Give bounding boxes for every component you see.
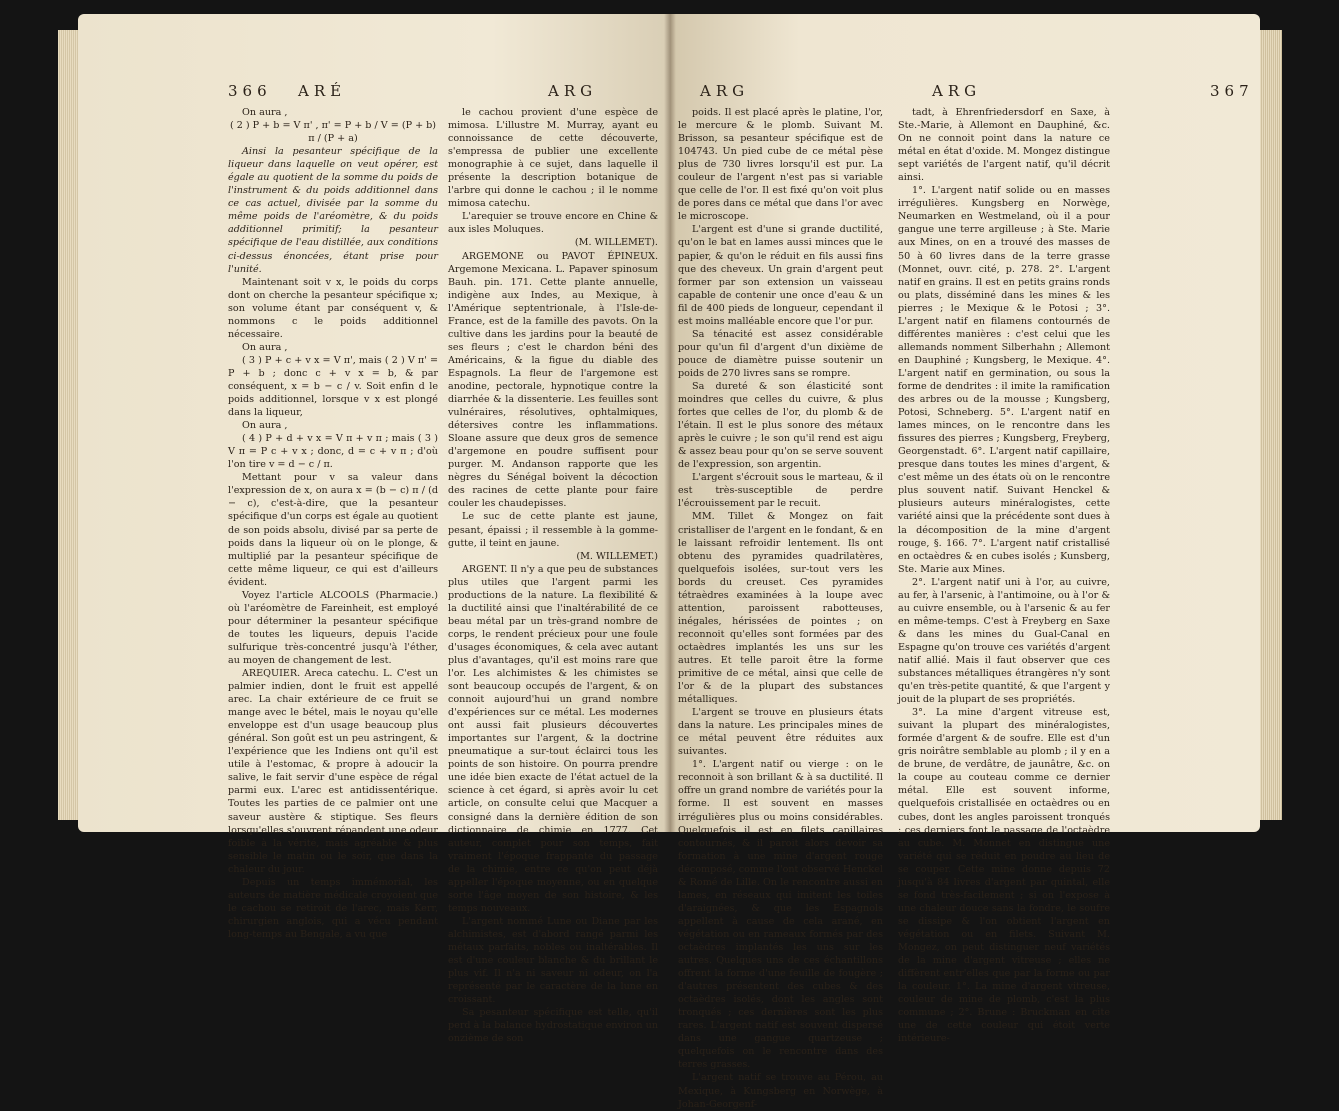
paragraph: Le suc de cette plante est jaune, pesant, épaissi ; il ressemble à la gomme-gutte, il teint en jaune. xyxy=(448,511,658,549)
author-signature: (M. WILLEMET.) xyxy=(576,550,658,562)
running-head-left-2: ARG xyxy=(548,82,598,100)
paragraph: L'argent s'écrouit sous le marteau, & il est très-susceptible de perdre l'écrouissement par le recuit. xyxy=(678,472,883,510)
entry-arequier: AREQUIER. Areca catechu. L. C'est un palmier indien, dont le fruit est appellé arec. La chair extérieure de ce fruit se mange avec le bétel, mais le noyau qu'elle enveloppe est d'un usage beaucoup plus général. Son goût est un peu astringent, & l'expérience que les Indiens ont qu'il est utile à l'estomac, & propre à adoucir la salive, le fait servir d'une espèce de régal parmi eux. L'arec est antidissentérique. Toutes les parties de ce palmier ont une saveur austère & stiptique. Ses fleurs lorsqu'elles s'ouvrent répandent une odeur foible à la vérité, mais agréable & plus sensible le matin ou le soir, que dans la chaleur du jour. xyxy=(228,668,438,875)
paragraph: Ainsi la pesanteur spécifique de la liqueur dans laquelle on veut opérer, est égale au quotient de la somme du poids de l'instrument & du poids additionnel dans ce cas actuel, divisée par la somme du même poids de l'aréomètre, & du poids additionnel primitif; la pesanteur spécifique de l'eau distillée, aux conditions ci-dessus énoncées, étant prise pour l'unité. xyxy=(228,146,438,275)
entry-argent: ARGENT. Il n'y a que peu de substances plus utiles que l'argent parmi les productions de la nature. La flexibilité & la ductilité ainsi que l'inaltérabilité de ce beau métal par un très-grand nombre de corps, le rendent précieux pour une foule d'usages économiques, & cela avec autant plus d'avantages, qu'il est moins rare que l'or. Les alchimistes & les chimistes se sont beaucoup occupés de l'argent, & on connoit aujourd'hui un grand nombre d'expériences sur ce métal. Les modernes ont aussi fait plusieurs découvertes importantes sur l'argent, & la doctrine pneumatique a sur-tout éclairci tous les points de son histoire. On pourra prendre une idée bien exacte de l'état actuel de la science à cet égard, si après avoir lu cet article, on consulte celui que Macquer a consigné dans la dernière édition de son dictionnaire de chimie en 1777. Cet auteur, complet pour son temps, fait vraiment l'époque frappante du passage de la chimie, entre ce qu'on peut déjà appeller l'époque moyenne, ou en quelque sorte l'âge moyen de son histoire, & les temps nouveaux. xyxy=(448,563,658,914)
paragraph: 1°. L'argent natif solide ou en masses irrégulières. Kungsberg en Norwège, Neumarken en Westmeland, où il a pour gangue une terre argilleuse ; à Ste. Marie aux Mines, on en a trouvé des masses de 50 à 60 livres dans de la terre grasse (Monnet, ouvr. cité, p. 278. 2°. L'argent natif en grains. Il est en petits grains ronds ou plats, disséminé dans les mines & les pierres ; le Mexique & le Potosi ; 3°. L'argent natif en filamens contournés de différentes manières : c'est celui que les allemands nomment Silberhahn ; Allemont en Dauphiné ; Kungsberg, le Mexique. 4°. L'argent natif en germination, ou sous la forme de dendrites : il imite la ramification des arbres ou de la mousse ; Kungsberg, Potosi, Schneberg. 5°. L'argent natif en lames minces, on le rencontre dans les fissures des pierres ; Kungsberg, Freyberg, Georgenstadt. 6°. L'argent natif capillaire, presque dans toutes les mines d'argent, & c'est même un des états où on le rencontre plus souvent natif. Suivant Henckel & plusieurs auteurs minéralogistes, cette variété ainsi que la précédente sont dues à la décomposition de la mine d'argent rouge, §. 166. 7°. L'argent natif cristallisé en octaèdres & en cubes isolés ; Kunsberg, Ste. Marie aux Mines. xyxy=(898,185,1110,575)
formula: ( 4 ) P + d + v x = V π + v π ; mais ( 3 ) V π = P c + v x ; donc, d = c + v π ; d'où l'on tire v = d − c / π. xyxy=(228,433,438,471)
running-head-right-2: ARG xyxy=(932,82,982,100)
paragraph: poids. Il est placé après le platine, l'or, le mercure & le plomb. Suivant M. Brisson, sa pesanteur spécifique est de 104743. Un pied cube de ce métal pèse plus de 730 livres lorsqu'il est pur. La couleur de l'argent n'est pas si variable que celle de l'or. Il est fixé qu'on voit plus de pores dans ce métal que dans l'or avec le microscope. xyxy=(678,107,883,223)
paragraph: Mettant pour v sa valeur dans l'expression de x, on aura x = (b − c) π / (d − c), c'est-à-dire, que la pesanteur spécifique d'un corps est égale au quotient de son poids absolu, divisé par sa perte de poids dans la liqueur où on le plonge, & multiplié par la pesanteur spécifique de cette même liqueur, ce qui est d'ailleurs évident. xyxy=(228,472,438,588)
formula: ( 2 ) P + b = V π' , π' = P + b / V = (P + b) π / (P + a) xyxy=(229,120,437,145)
page-number-right: 367 xyxy=(1210,82,1254,100)
author-signature: (M. WILLEMET). xyxy=(574,237,658,249)
paragraph: On aura , xyxy=(242,420,288,432)
left-column-2 xyxy=(448,106,658,1045)
paragraph: 1°. L'argent natif ou vierge : on le reconnoit à son brillant & à sa ductilité. Il offre un grand nombre de variétés pour la forme. Il est souvent en masses irrégulières plus ou moins considérables. Quelquefois il est en filets capillaires contournés, & il paroit alors devoir sa formation à une mine d'argent rouge décomposé, comme l'ont observé Henckel & Romé de Lille. On le rencontre aussi en lames, en réseaux qui imitent les toiles d'araignées, & que les Espagnols appellent à cause de cela arané, en végétation ou en rameaux formés par des octaèdres implantés les uns sur les autres. Quelques uns de ces échantillons offrent la forme d'une feuille de fougère ; d'autres présentent des cubes & des octaèdres isolés, dont les angles sont tronqués ; ces dernières sont les plus rares. L'argent natif est souvent dispersé dans une gangue quartzeuse ; quelquefois on le rencontre dans des terres grasses. xyxy=(678,759,884,1071)
page-edges-left xyxy=(58,30,80,820)
formula: ( 3 ) P + c + v x = V π', mais ( 2 ) V π' = P + b ; donc c + v x = b, & par conséquent, x = b − c / v. Soit enfin d le poids additionnel, lorsque v x est plongé dans la liqueur, xyxy=(228,354,438,419)
page-number-left: 366 xyxy=(228,82,272,100)
paragraph: Maintenant soit v x, le poids du corps dont on cherche la pesanteur spécifique x; son volume étant par conséquent v, & nommons c le poids additionnel nécessaire. xyxy=(228,276,438,340)
paragraph: 2°. L'argent natif uni à l'or, au cuivre, au fer, à l'arsenic, à l'antimoine, ou à l'or & au cuivre ensemble, ou à l'arsenic & au fer en même-temps. C'est à Freyberg en Saxe & dans les mines du Gual-Canal en Espagne qu'on trouve ces variétés d'argent natif allié. Mais il faut observer que ces substances métalliques étrangères n'y sont qu'en très-petite quantité, & que l'argent y jouit de la plupart de ses propriétés. xyxy=(898,576,1110,706)
paragraph: tadt, à Ehrenfriedersdorf en Saxe, à Ste.-Marie, à Allemont en Dauphiné, &c. On ne connoit point dans la nature ce métal en état d'oxide. M. Mongez distingue sept variétés de l'argent natif, qu'il décrit ainsi. xyxy=(898,107,1110,184)
paragraph: Sa pesanteur spécifique est telle, qu'il perd à la balance hydrostatique environ un onzième de son xyxy=(448,1007,658,1045)
paragraph: MM. Tillet & Mongez on fait cristalliser de l'argent en le fondant, & en le laissant refroidir lentement. Ils ont obtenu des pyramides quadrilatères, quelquefois isolées, sur-tout vers les bords du creuset. Ces pyramides tétraèdres examinées à la loupe avec attention, paroissent rabotteuses, inégales, hérissées de pointes ; on reconnoit qu'elles sont formées par des octaèdres implantés les uns sur les autres. Et telle paroit être la forme primitive de ce métal, ainsi que celle de l'or & de la plupart des substances métalliques. xyxy=(678,511,883,706)
paragraph: On aura , xyxy=(242,107,288,118)
paragraph: Sa dureté & son élasticité sont moindres que celles du cuivre, & plus fortes que celles de l'or, du plomb & de l'étain. Il est le plus sonore des métaux après le cuivre ; le son qu'il rend est aigu & assez beau pour qu'on se serve souvent de l'expression, son argentin. xyxy=(678,380,883,471)
paragraph: Voyez l'article ALCOOLS (Pharmacie.) où l'aréomètre de Fareinheit, est employé pour déterminer la pesanteur spécifique de toutes les liqueurs, depuis l'acide sulfurique très-concentré jusqu'à l'éther, au moyen de changement de lest. xyxy=(228,589,438,666)
book-gutter xyxy=(664,14,676,832)
right-column-2 xyxy=(898,106,1110,1045)
right-column-1 xyxy=(678,106,884,1110)
paragraph: Sa ténacité est assez considérable pour qu'un fil d'argent d'un dixième de pouce de diamètre puisse soutenir un poids de 270 livres sans se rompre. xyxy=(678,328,883,379)
left-column-1 xyxy=(228,106,438,940)
paragraph: L'argent est d'une si grande ductilité, qu'on le bat en lames aussi minces que le papier, & qu'on le réduit en fils aussi fins que des cheveux. Un grain d'argent peut former par son extension un vaisseau capable de contenir une once d'eau & un fil de 400 pieds de longueur, cependant il est moins malléable encore que l'or pur. xyxy=(678,224,883,327)
paragraph: L'argent se trouve en plusieurs états dans la nature. Les principales mines de ce métal peuvent être réduites aux suivantes. xyxy=(678,707,883,758)
paragraph: Depuis un temps immémorial, les auteurs de matière médicale croyoient que le cachou se retiroit de l'arec, mais Kerr, chirurgien anglois, qui a vécu pendant long-temps au Bengale, a vu que xyxy=(228,876,438,940)
running-head-right: ARG xyxy=(700,82,750,100)
running-head-left: ARÉ xyxy=(298,82,347,100)
paragraph: L'arequier se trouve encore en Chine & aux isles Moluques. xyxy=(448,211,658,236)
entry-argemone: ARGEMONE ou PAVOT ÉPINEUX. Argemone Mexicana. L. Papaver spinosum Bauh. pin. 171. Cette plante annuelle, indigène aux Indes, au Mexique, à l'Amérique septentrionale, à l'Isle-de-France, est de la famille des pavots. On la cultive dans les jardins pour la beauté de ses fleurs ; c'est le chardon béni des Américains, & la figue du diable des Espagnols. La fleur de l'argemone est anodine, pectorale, hypnotique contre la diarrhée & la dissenterie. Les feuilles sont vulnéraires, résolutives, ophtalmiques, détersives contre les inflammations. Sloane assure que deux gros de semence d'argemone en poudre suffisent pour purger. M. Andanson rapporte que les nègres du Sénégal boivent la décoction des racines de cette plante pour faire couler les chaudepisses. xyxy=(448,250,658,510)
right-page xyxy=(670,14,1260,1110)
paragraph: L'argent natif se trouve au Pérou, au Mexique, à Kungsberg en Norwège, à Johan-Georgenf- xyxy=(678,1072,883,1110)
left-page xyxy=(78,14,670,1045)
paragraph: On aura , xyxy=(242,341,288,353)
paragraph: L'argent nommé Lune ou Diane par les alchimistes, est d'abord rangé parmi les métaux parfaits, nobles ou inaltérables. Il est d'une couleur blanche & du brillant le plus vif. Il n'a ni saveur ni odeur, on l'a représenté par le caractère de la lune en croissant. xyxy=(448,915,658,1006)
paragraph: le cachou provient d'une espèce de mimosa. L'illustre M. Murray, ayant eu connoissance de cette découverte, s'empressa de publier une excellente monographie à ce sujet, dans laquelle il présente la description botanique de l'arbre qui donne le cachou ; il le nomme mimosa catechu. xyxy=(448,107,658,210)
page-edges-right xyxy=(1258,30,1282,820)
paragraph: 3°. La mine d'argent vitreuse est, suivant la plupart des minéralogistes, formée d'argent & de soufre. Elle est d'un gris noirâtre semblable au plomb ; il y en a de brune, de verdâtre, de jaunâtre, &c. on la coupe au couteau comme ce dernier métal. Elle est souvent informe, quelquefois cristallisée en octaèdres ou en cubes, dont les angles paroissent tronqués ; ces derniers font le passage de l'octaèdre au cube. M. Monnet en distingue une variété qui se réduit en poudre au lieu de se couper. Cette mine donne depuis 72 jusqu'à 84 livres d'argent par quintal, elle se fond très-facilement ; si on l'expose à une chaleur douce sans la fondre, le soufre se dissipe & l'on obtient l'argent en végétation ou en filets. Suivant M. Mongez, on peut distinguer neuf variétés de la mine d'argent vitreuse ; elles ne diffèrent entr'elles que par la forme ou par la couleur. 1°. La mine d'argent vitreuse, couleur de mine de plomb, c'est la plus commune ; 2°. Brune : Bruckman en cite une de cette couleur qui étoit verte intérieure- xyxy=(898,707,1110,1045)
